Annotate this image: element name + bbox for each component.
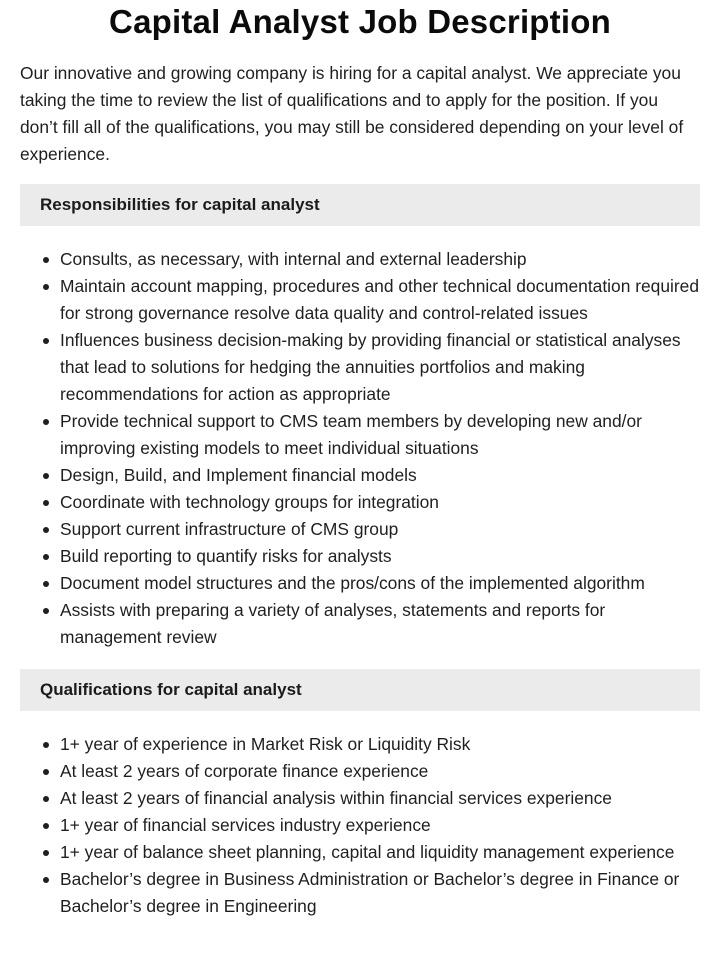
qualification-item: 1+ year of financial services industry experience	[20, 812, 700, 839]
responsibilities-list	[20, 246, 700, 651]
qualification-item: At least 2 years of financial analysis within financial services experience	[20, 785, 700, 812]
responsibility-item: Coordinate with technology groups for integration	[20, 489, 700, 516]
responsibility-item: Provide technical support to CMS team members by developing new and/or improving existing models to meet individual situations	[20, 408, 700, 462]
qualifications-heading: Qualifications for capital analyst	[20, 669, 700, 711]
qualification-item: Bachelor’s degree in Business Administration or Bachelor’s degree in Finance or Bachelor’s degree in Engineering	[20, 866, 700, 920]
responsibility-item: Document model structures and the pros/cons of the implemented algorithm	[20, 570, 700, 597]
intro-paragraph: Our innovative and growing company is hiring for a capital analyst. We appreciate you taking the time to review the list of qualifications and to apply for the position. If you don’t fill all of the qualifications, you may still be considered depending on your level of experience.	[20, 63, 684, 164]
responsibility-item: Support current infrastructure of CMS group	[20, 516, 700, 543]
page-title: Capital Analyst Job Description	[109, 3, 611, 40]
responsibility-item: Maintain account mapping, procedures and other technical documentation required for strong governance resolve data quality and control-related issues	[20, 273, 700, 327]
responsibility-item: Consults, as necessary, with internal and external leadership	[20, 246, 700, 273]
qualifications-list	[20, 731, 700, 920]
responsibilities-heading: Responsibilities for capital analyst	[20, 184, 700, 226]
responsibility-item: Assists with preparing a variety of analyses, statements and reports for management review	[20, 597, 700, 651]
responsibility-item: Influences business decision-making by providing financial or statistical analyses that lead to solutions for hedging the annuities portfolios and making recommendations for action as appropriate	[20, 327, 700, 408]
qualification-item: At least 2 years of corporate finance experience	[20, 758, 700, 785]
qualification-item: 1+ year of experience in Market Risk or Liquidity Risk	[20, 731, 700, 758]
responsibility-item: Build reporting to quantify risks for analysts	[20, 543, 700, 570]
responsibility-item: Design, Build, and Implement financial models	[20, 462, 700, 489]
qualification-item: 1+ year of balance sheet planning, capital and liquidity management experience	[20, 839, 700, 866]
